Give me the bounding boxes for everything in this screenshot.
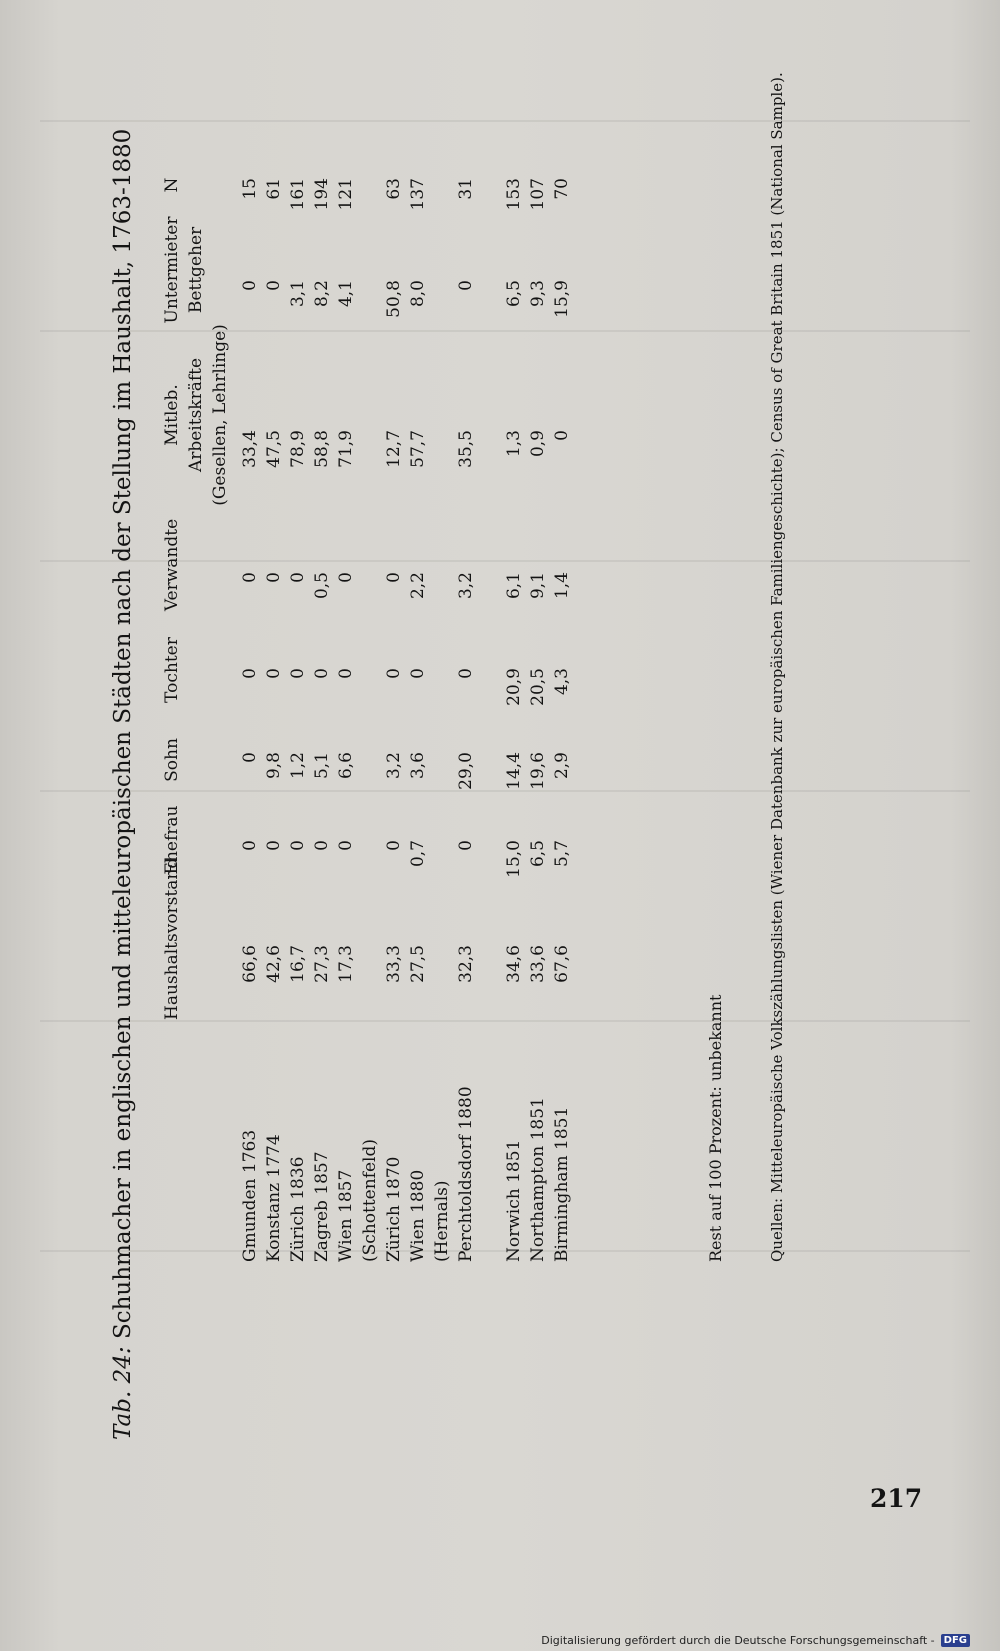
footer-text: Digitalisierung gefördert durch die Deutsche Forschungsgemeinschaft - xyxy=(541,1634,935,1647)
cell-hv: 33,6 xyxy=(528,945,548,983)
row-place: Norwich 1851 xyxy=(504,1139,524,1262)
row-place: Zagreb 1857 xyxy=(312,1151,332,1262)
cell-um: 9,3 xyxy=(528,280,548,308)
cell-ml: 57,7 xyxy=(408,430,428,468)
row-place: Northampton 1851 xyxy=(528,1097,548,1262)
cell-um: 3,1 xyxy=(288,280,308,308)
row-place: (Schottenfeld) xyxy=(360,1139,380,1262)
row-place: Perchtoldsdorf 1880 xyxy=(456,1086,476,1262)
cell-n: 31 xyxy=(456,178,476,200)
cell-ef: 0,7 xyxy=(408,840,428,868)
cell-n: 121 xyxy=(336,178,356,211)
cell-hv: 67,6 xyxy=(552,945,572,983)
cell-so: 2,9 xyxy=(552,752,572,780)
header-sohn: Sohn xyxy=(162,738,182,782)
cell-ml: 71,9 xyxy=(336,430,356,468)
cell-ve: 1,4 xyxy=(552,572,572,600)
cell-ml: 1,3 xyxy=(504,430,524,458)
cell-ef: 0 xyxy=(336,840,356,851)
cell-ef: 0 xyxy=(312,840,332,851)
cell-to: 20,5 xyxy=(528,668,548,706)
cell-ef: 5,7 xyxy=(552,840,572,868)
cell-to: 20,9 xyxy=(504,668,524,706)
cell-hv: 17,3 xyxy=(336,945,356,983)
cell-to: 0 xyxy=(264,668,284,679)
cell-um: 0 xyxy=(240,280,260,291)
table-caption xyxy=(110,80,136,1440)
cell-so: 14,4 xyxy=(504,752,524,790)
cell-hv: 34,6 xyxy=(504,945,524,983)
cell-n: 107 xyxy=(528,178,548,211)
row-place: Zürich 1870 xyxy=(384,1156,404,1262)
cell-ve: 0 xyxy=(336,572,356,583)
cell-um: 50,8 xyxy=(384,280,404,318)
cell-ve: 0 xyxy=(240,572,260,583)
cell-so: 3,2 xyxy=(384,752,404,780)
cell-to: 4,3 xyxy=(552,668,572,696)
table-source: Quellen: Mitteleuropäische Volkszählungslisten (Wiener Datenbank zur europäischen Familiengeschichte); Census of Great Britain 1851 (National Sample). xyxy=(768,72,786,1262)
cell-ef: 0 xyxy=(384,840,404,851)
cell-ef: 15,0 xyxy=(504,840,524,878)
rotated-table xyxy=(110,72,830,1440)
cell-um: 0 xyxy=(264,280,284,291)
cell-so: 9,8 xyxy=(264,752,284,780)
cell-n: 61 xyxy=(264,178,284,200)
header-mitleb: Mitleb. Arbeitskräfte (Gesellen, Lehrlinge) xyxy=(162,324,230,506)
cell-ef: 0 xyxy=(264,840,284,851)
cell-um: 6,5 xyxy=(504,280,524,308)
cell-n: 15 xyxy=(240,178,260,200)
cell-ml: 47,5 xyxy=(264,430,284,468)
cell-to: 0 xyxy=(408,668,428,679)
cell-ef: 0 xyxy=(288,840,308,851)
cell-hv: 32,3 xyxy=(456,945,476,983)
cell-n: 137 xyxy=(408,178,428,211)
cell-so: 3,6 xyxy=(408,752,428,780)
cell-ml: 33,4 xyxy=(240,430,260,468)
caption-text: Schuhmacher in englischen und mitteleuropäischen Städten nach der Stellung im Haushalt, 1763-1880 xyxy=(110,128,136,1340)
cell-ef: 6,5 xyxy=(528,840,548,868)
header-n: N xyxy=(162,177,182,193)
row-place: (Hernals) xyxy=(432,1180,452,1262)
table-note: Rest auf 100 Prozent: unbekannt xyxy=(706,994,725,1262)
cell-ml: 35,5 xyxy=(456,430,476,468)
cell-ve: 6,1 xyxy=(504,572,524,600)
digitization-footer xyxy=(541,1634,970,1647)
cell-ef: 0 xyxy=(456,840,476,851)
cell-n: 194 xyxy=(312,178,332,211)
cell-so: 0 xyxy=(240,752,260,763)
cell-so: 19,6 xyxy=(528,752,548,790)
cell-so: 5,1 xyxy=(312,752,332,780)
cell-so: 1,2 xyxy=(288,752,308,780)
cell-n: 63 xyxy=(384,178,404,200)
header-tochter: Tochter xyxy=(162,637,182,703)
cell-ml: 78,9 xyxy=(288,430,308,468)
cell-ve: 0 xyxy=(384,572,404,583)
cell-ve: 0 xyxy=(288,572,308,583)
cell-hv: 66,6 xyxy=(240,945,260,983)
header-untermieter: Untermieter Bettgeher xyxy=(162,216,206,324)
header-verwandte: Verwandte xyxy=(162,518,182,612)
cell-hv: 42,6 xyxy=(264,945,284,983)
cell-um: 8,0 xyxy=(408,280,428,308)
cell-hv: 27,5 xyxy=(408,945,428,983)
cell-to: 0 xyxy=(240,668,260,679)
cell-so: 29,0 xyxy=(456,752,476,790)
header-ehefrau: Ehefrau xyxy=(162,805,182,875)
cell-ve: 9,1 xyxy=(528,572,548,600)
row-place: Wien 1880 xyxy=(408,1169,428,1262)
cell-um: 15,9 xyxy=(552,280,572,318)
cell-to: 0 xyxy=(384,668,404,679)
page-number: 217 xyxy=(870,1484,923,1513)
cell-ve: 0,5 xyxy=(312,572,332,600)
row-place: Birmingham 1851 xyxy=(552,1106,572,1262)
cell-ml: 58,8 xyxy=(312,430,332,468)
header-haushaltsvorstand: Haushaltsvorstand xyxy=(162,857,182,1020)
cell-n: 161 xyxy=(288,178,308,211)
cell-ef: 0 xyxy=(240,840,260,851)
row-place: Gmunden 1763 xyxy=(240,1129,260,1262)
row-place: Wien 1857 xyxy=(336,1169,356,1262)
caption-label: Tab. 24: xyxy=(110,1346,136,1440)
dfg-logo: DFG xyxy=(941,1634,970,1647)
cell-so: 6,6 xyxy=(336,752,356,780)
cell-ve: 3,2 xyxy=(456,572,476,600)
cell-ml: 0,9 xyxy=(528,430,548,458)
cell-to: 0 xyxy=(312,668,332,679)
row-place: Konstanz 1774 xyxy=(264,1134,284,1262)
cell-um: 4,1 xyxy=(336,280,356,308)
cell-n: 70 xyxy=(552,178,572,200)
cell-hv: 16,7 xyxy=(288,945,308,983)
cell-ml: 0 xyxy=(552,430,572,441)
cell-ml: 12,7 xyxy=(384,430,404,468)
cell-to: 0 xyxy=(336,668,356,679)
row-place: Zürich 1836 xyxy=(288,1156,308,1262)
cell-to: 0 xyxy=(288,668,308,679)
cell-hv: 27,3 xyxy=(312,945,332,983)
cell-ve: 0 xyxy=(264,572,284,583)
cell-to: 0 xyxy=(456,668,476,679)
cell-um: 0 xyxy=(456,280,476,291)
cell-um: 8,2 xyxy=(312,280,332,308)
cell-hv: 33,3 xyxy=(384,945,404,983)
cell-ve: 2,2 xyxy=(408,572,428,600)
cell-n: 153 xyxy=(504,178,524,211)
